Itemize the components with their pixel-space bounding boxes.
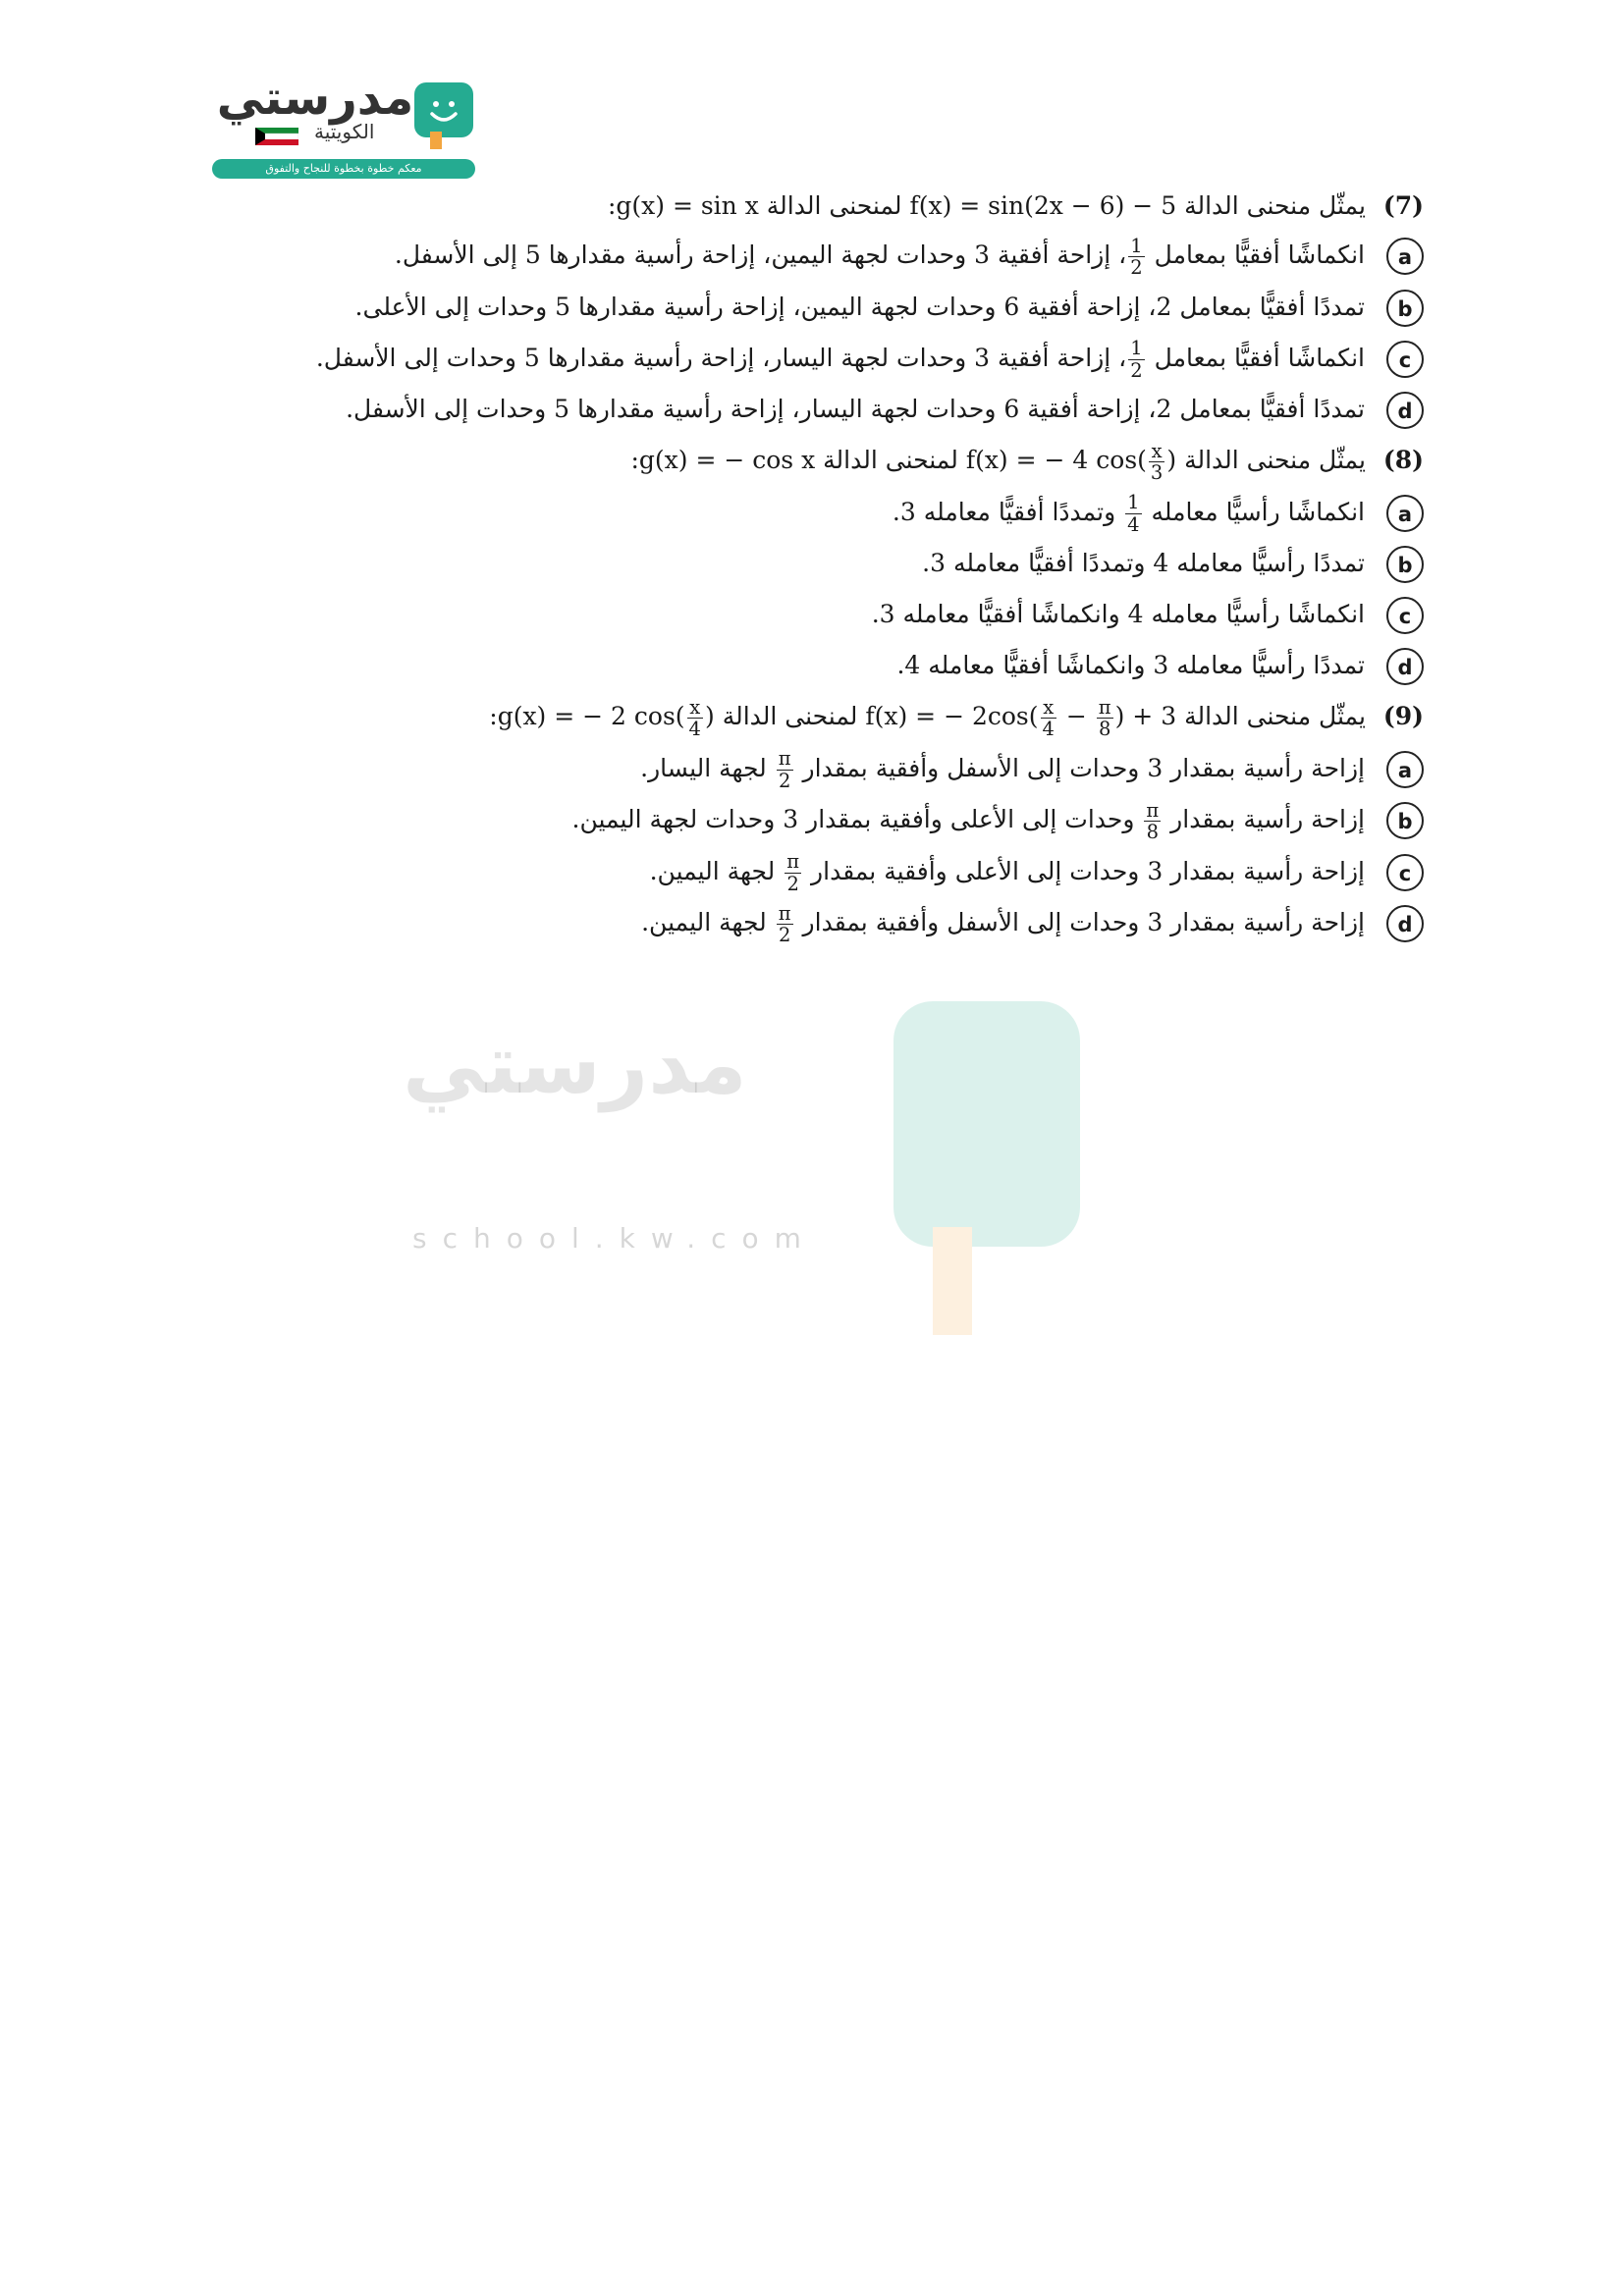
option-text: إزاحة رأسية بمقدار 3 وحدات إلى الأعلى وأفقية بمقدار: [811, 856, 1365, 885]
logo-mark-icon: [412, 80, 475, 151]
question-number: (9): [1382, 702, 1424, 730]
fraction-denominator: 4: [1042, 718, 1055, 740]
fraction-numerator: x: [1149, 442, 1164, 463]
option-text: تمددًا أفقيًّا بمعامل 2، إزاحة أفقية 6 وحدات لجهة اليسار، إزاحة رأسية مقدارها 5 وحدات إلى الأسفل.: [346, 395, 1365, 423]
question-number: (7): [1382, 191, 1424, 220]
option-text: تمددًا رأسيًّا معامله 4 وتمددًا أفقيًّا معامله 3.: [922, 549, 1365, 577]
stem-end: :: [630, 446, 639, 474]
fraction: [1128, 339, 1144, 380]
option-d[interactable]: [245, 901, 1424, 945]
option-text: تمددًا رأسيًّا معامله 3 وانكماشًا أفقيًّا معامله 4.: [896, 651, 1365, 679]
logo-tagline: معكم خطوة بخطوة للنجاح والتفوق: [212, 159, 475, 179]
option-letter-badge: a: [1386, 751, 1424, 788]
option-text: انكماشًا أفقيًّا بمعامل: [1154, 240, 1365, 269]
option-a[interactable]: [245, 747, 1424, 791]
option-letter-badge: b: [1386, 802, 1424, 839]
option-c[interactable]: [245, 337, 1424, 381]
question-8: [245, 441, 1424, 687]
math-part: f(x) = − 4 cos(: [965, 446, 1147, 474]
option-letter-badge: a: [1386, 238, 1424, 275]
fraction-numerator: x: [1041, 698, 1056, 720]
question-number: (8): [1382, 446, 1424, 474]
fraction-numerator: 1: [1130, 337, 1143, 359]
question-9: [245, 697, 1424, 945]
fraction-numerator: π: [778, 747, 791, 770]
function-g: g(x) = sin x: [616, 191, 759, 220]
option-text: انكماشًا رأسيًّا معامله 4 وانكماشًا أفقيًّا معامله 3.: [871, 600, 1365, 628]
fraction: [785, 852, 801, 893]
fraction: [1125, 493, 1141, 534]
option-text: تمددًا أفقيًّا بمعامل 2، إزاحة أفقية 6 وحدات لجهة اليمين، إزاحة رأسية مقدارها 5 وحدات إلى الأعلى.: [354, 292, 1365, 321]
fraction: [777, 749, 793, 790]
function-f: [965, 439, 1177, 484]
questions-content: [245, 187, 1424, 953]
fraction: [1041, 695, 1056, 740]
option-letter-badge: d: [1386, 905, 1424, 942]
option-text: إزاحة رأسية بمقدار 3 وحدات إلى الأسفل وأفقية بمقدار: [802, 908, 1365, 936]
option-b[interactable]: [245, 798, 1424, 842]
fraction-numerator: x: [687, 698, 703, 720]
stem-text: لمنحنى الدالة: [722, 702, 858, 730]
option-letter-badge: c: [1386, 854, 1424, 891]
fraction: [1128, 234, 1144, 279]
option-a[interactable]: [245, 234, 1424, 278]
stem-text: يمثّل منحنى الدالة: [1184, 446, 1366, 474]
option-letter-badge: b: [1386, 546, 1424, 583]
option-d[interactable]: [245, 388, 1424, 431]
option-text: لجهة اليسار.: [640, 753, 767, 782]
question-stem: [245, 697, 1424, 739]
option-text: وتمددًا أفقيًّا معامله 3.: [892, 497, 1116, 526]
option-text: إزاحة رأسية بمقدار 3 وحدات إلى الأسفل وأفقية بمقدار: [802, 753, 1365, 782]
option-c[interactable]: [245, 593, 1424, 636]
option-text: ، إزاحة أفقية 3 وحدات لجهة اليسار، إزاحة رأسية مقدارها 5 وحدات إلى الأسفل.: [315, 343, 1127, 372]
fraction-denominator: 2: [1130, 256, 1143, 279]
fraction-numerator: π: [786, 850, 800, 873]
option-text: لجهة اليمين.: [649, 856, 776, 885]
option-text: وحدات إلى الأعلى وأفقية بمقدار 3 وحدات لجهة اليمين.: [571, 805, 1135, 833]
fraction-denominator: 2: [786, 872, 799, 895]
stem-text: يمثّل منحنى الدالة: [1184, 191, 1366, 220]
question-stem: [245, 187, 1424, 226]
math-part: −: [1057, 702, 1095, 730]
fraction-numerator: 1: [1127, 491, 1140, 513]
option-letter-badge: a: [1386, 495, 1424, 532]
logo-sub-text: الكويتية: [314, 120, 375, 143]
option-letter-badge: b: [1386, 290, 1424, 327]
fraction-denominator: 8: [1098, 718, 1111, 740]
stem-text: يمثّل منحنى الدالة: [1184, 702, 1366, 730]
fraction-denominator: 3: [1150, 461, 1164, 484]
watermark-brand: مدرستي: [403, 1016, 747, 1112]
math-part: ): [704, 702, 715, 730]
function-f: f(x) = sin(2x − 6) − 5: [909, 191, 1177, 220]
question-stem: [245, 441, 1424, 483]
fraction-numerator: π: [1146, 798, 1160, 822]
option-letter-badge: c: [1386, 597, 1424, 634]
fraction-denominator: 2: [1130, 358, 1143, 382]
math-part: ) + 3: [1114, 702, 1177, 730]
fraction-numerator: 1: [1130, 234, 1143, 257]
fraction: [1097, 695, 1113, 740]
site-logo: [206, 71, 476, 187]
math-part: f(x) = − 2cos(: [865, 702, 1039, 730]
option-text: انكماشًا أفقيًّا بمعامل: [1154, 343, 1365, 372]
question-7: [245, 187, 1424, 431]
option-b[interactable]: [245, 542, 1424, 585]
fraction: [1149, 439, 1164, 484]
option-text: انكماشًا رأسيًّا معامله: [1151, 497, 1365, 526]
option-a[interactable]: [245, 491, 1424, 535]
option-letter-badge: d: [1386, 392, 1424, 429]
fraction: [777, 901, 793, 946]
option-text: لجهة اليمين.: [641, 908, 767, 936]
fraction: [687, 695, 703, 740]
fraction-numerator: π: [1098, 695, 1111, 719]
logo-brand-text: مدرستي: [216, 71, 414, 126]
math-part: ): [1166, 446, 1177, 474]
stem-text: لمنحنى الدالة: [766, 191, 902, 220]
fraction-denominator: 4: [688, 718, 701, 740]
option-text: إزاحة رأسية بمقدار: [1170, 805, 1365, 833]
fraction-denominator: 2: [778, 769, 791, 792]
option-b[interactable]: [245, 286, 1424, 329]
option-d[interactable]: [245, 644, 1424, 687]
function-g: [497, 695, 715, 740]
fraction: [1144, 798, 1161, 843]
fraction-denominator: 2: [778, 924, 791, 946]
fraction-denominator: 4: [1127, 512, 1140, 536]
math-part: g(x) = − 2 cos(: [497, 702, 685, 730]
kuwait-flag-icon: [255, 128, 298, 145]
option-letter-badge: d: [1386, 648, 1424, 685]
stem-end: :: [607, 191, 617, 220]
option-c[interactable]: [245, 850, 1424, 894]
option-letter-badge: c: [1386, 341, 1424, 378]
watermark-url: school.kw.com: [412, 1222, 817, 1255]
fraction-denominator: 8: [1146, 821, 1160, 843]
stem-end: :: [489, 702, 498, 730]
stem-text: لمنحنى الدالة: [823, 446, 958, 474]
fraction-numerator: π: [778, 901, 791, 925]
option-text: ، إزاحة أفقية 3 وحدات لجهة اليمين، إزاحة رأسية مقدارها 5 إلى الأسفل.: [394, 240, 1127, 269]
function-g: g(x) = − cos x: [638, 446, 816, 474]
function-f: [865, 695, 1177, 740]
